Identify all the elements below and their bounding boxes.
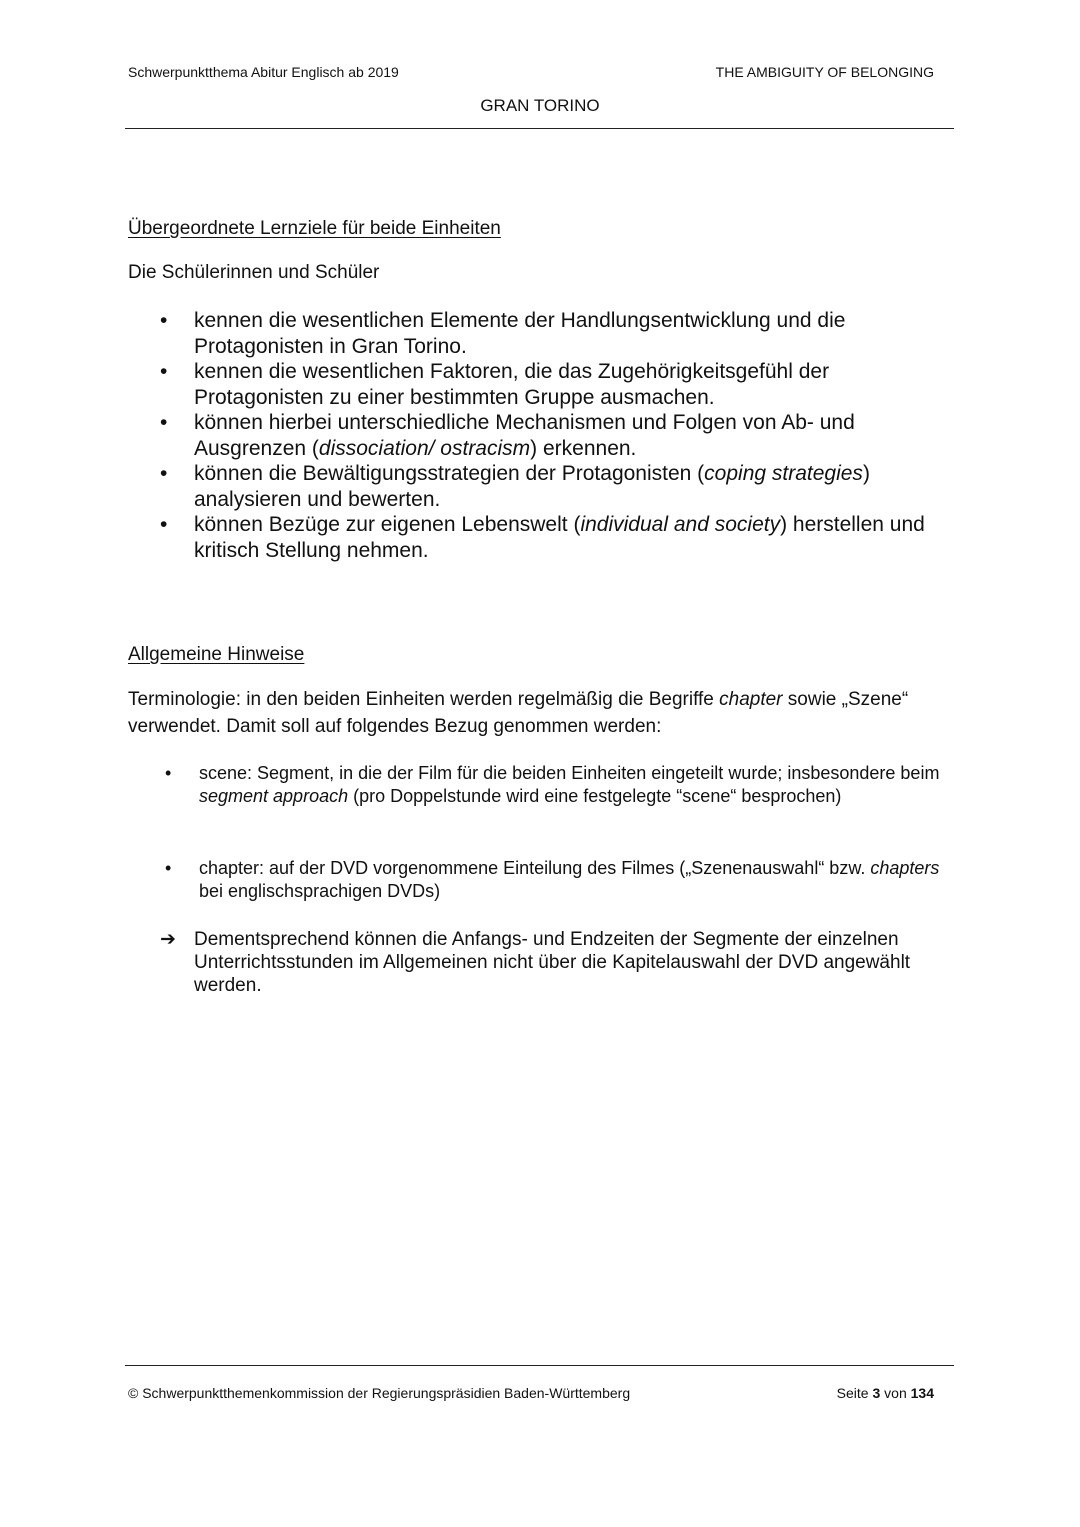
header-divider [125,128,954,129]
header-right-text: THE AMBIGUITY OF BELONGING [715,64,934,80]
conclusion-note [160,928,960,997]
chapter-note-post: bei englischsprachigen DVDs) [199,881,441,901]
list-item-text-pre: können die Bewältigungsstrategien der Protagonisten ( [194,462,705,485]
page-label: Seite [836,1385,873,1401]
scene-note-post: (pro Doppelstunde wird eine festgelegte “scene“ besprochen) [348,786,842,806]
list-item-text-emphasis: coping strategies [704,462,863,485]
paragraph-text-emphasis: chapter [719,689,783,710]
list-item [160,410,940,461]
list-item-text: kennen die wesentlichen Faktoren, die das Zugehörigkeitsgefühl der Protagonisten zu einer bestimmten Gruppe ausmachen. [194,360,830,409]
arrow-right-icon: ➔ [160,929,176,950]
paragraph-text-pre: Terminologie: in den beiden Einheiten werden regelmäßig die Begriffe [128,689,720,710]
list-item-text-post: ) herstellen und kritisch Stellung nehmen. [194,513,925,562]
notes-section-title: Allgemeine Hinweise [128,644,305,665]
chapter-note-pre: chapter: auf der DVD vorgenommene Einteilung des Filmes („Szenenauswahl“ bzw. [199,858,871,878]
page-current: 3 [872,1385,881,1401]
document-title: GRAN TORINO [480,96,600,115]
conclusion-text: Dementsprechend können die Anfangs- und Endzeiten der Segmente der einzelnen Unterrichtsstunden im Allgemeinen nicht über die Kapitelauswahl der DVD angewählt werden. [194,929,911,996]
scene-note-list [165,762,955,808]
footer-copyright: © Schwerpunktthemenkommission der Regierungspräsidien Baden-Württemberg [128,1385,631,1401]
list-item [160,512,940,563]
list-item-text: kennen die wesentlichen Elemente der Handlungsentwicklung und die Protagonisten in Gran Torino. [194,309,846,358]
terminology-paragraph [128,686,958,740]
scene-note-pre: scene: Segment, in die der Film für die beiden Einheiten eingeteilt wurde; insbesondere beim [199,763,940,783]
page-total: 134 [910,1385,934,1401]
goals-section-title: Übergeordnete Lernziele für beide Einheiten [128,218,501,239]
footer-divider [125,1365,954,1366]
header-left-text: Schwerpunktthema Abitur Englisch ab 2019 [128,64,399,80]
paragraph-text-post: sowie „Szene“ verwendet. Damit soll auf folgendes Bezug genommen werden: [128,689,909,737]
goals-intro: Die Schülerinnen und Schüler [128,262,380,283]
page-separator: von [880,1385,911,1401]
chapter-note-emphasis: chapters [870,858,940,878]
list-item-text-post: ) analysieren und bewerten. [194,462,870,511]
scene-note-emphasis: segment approach [199,786,349,806]
list-item-text-pre: können Bezüge zur eigenen Lebenswelt ( [194,513,581,536]
chapter-note-list [165,857,955,903]
list-item [165,762,955,808]
list-item [160,359,940,410]
page-number [837,1385,934,1401]
list-item-text-emphasis: dissociation/ ostracism [318,436,531,460]
list-item [165,857,955,903]
list-item-text-emphasis: individual and society [580,513,781,536]
list-item [160,308,940,359]
goals-list [160,308,940,563]
list-item [160,461,940,512]
list-item-text-post: ) erkennen. [530,436,637,460]
list-item-text-pre: können hierbei unterschiedliche Mechanismen und Folgen von Ab- und Ausgrenzen ( [194,411,855,460]
